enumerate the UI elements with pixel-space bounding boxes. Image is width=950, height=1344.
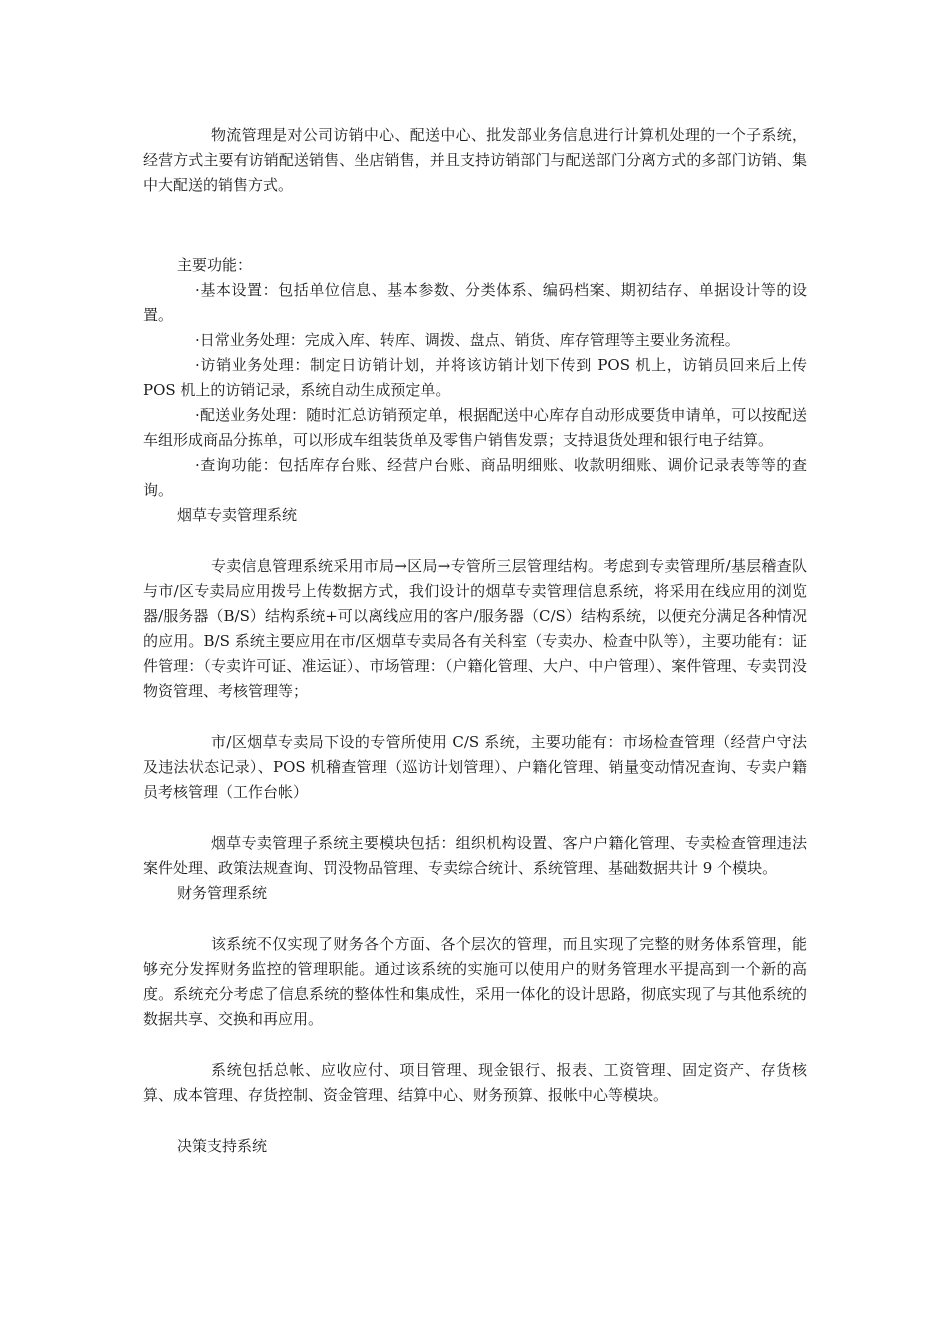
finance-paragraph-2: 系统包括总帐、应收应付、项目管理、现金银行、报表、工资管理、固定资产、存货核算、成本管理、存货控制、资金管理、结算中心、财务预算、报帐中心等模块。 [143,1061,807,1104]
functions-heading: 主要功能： [177,256,253,274]
tobacco-section-heading: 烟草专卖管理系统 [177,506,298,524]
function-item-daily-business: ·日常业务处理：完成入库、转库、调拨、盘点、销货、库存管理等主要业务流程。 [195,331,740,349]
logistics-intro-paragraph: 物流管理是对公司访销中心、配送中心、批发部业务信息进行计算机处理的一个子系统，经营方式主要有访销配送销售、坐店销售，并且支持访销部门与配送部门分离方式的多部门访销、集中大配送的销售方式。 [143,126,807,194]
finance-paragraph-1: 该系统不仅实现了财务各个方面、各个层次的管理，而且实现了完整的财务体系管理，能够充分发挥财务监控的管理职能。通过该系统的实施可以使用户的财务管理水平提高到一个新的高度。系统充分考虑了信息系统的整体性和集成性，采用一体化的设计思路，彻底实现了与其他系统的数据共享、交换和再应用。 [143,935,807,1028]
tobacco-paragraph-3: 烟草专卖管理子系统主要模块包括：组织机构设置、客户户籍化管理、专卖检查管理违法案件处理、政策法规查询、罚没物品管理、专卖综合统计、系统管理、基础数据共计 9 个模块。 [143,834,807,877]
decision-section-heading: 决策支持系统 [177,1137,268,1155]
function-item-delivery: ·配送业务处理：随时汇总访销预定单，根据配送中心库存自动形成要货申请单，可以按配送车组形成商品分拣单，可以形成车组装货单及零售户销售发票；支持退货处理和银行电子结算。 [143,406,807,449]
function-item-basic-settings: ·基本设置：包括单位信息、基本参数、分类体系、编码档案、期初结存、单据设计等的设置。 [143,281,807,324]
function-item-visit-sales: ·访销业务处理：制定日访销计划，并将该访销计划下传到 POS 机上，访销员回来后上传 POS 机上的访销记录，系统自动生成预定单。 [143,356,807,399]
finance-section-heading: 财务管理系统 [177,884,268,902]
document-body [143,123,807,1159]
function-item-query: ·查询功能：包括库存台账、经营户台账、商品明细账、收款明细账、调价记录表等等的查询。 [143,456,807,499]
tobacco-paragraph-2: 市/区烟草专卖局下设的专管所使用 C/S 系统，主要功能有：市场检查管理（经营户守法及违法状态记录）、POS 机稽查管理（巡访计划管理）、户籍化管理、销量变动情况查询、专卖户籍员考核管理（工作台帐） [143,733,807,801]
tobacco-paragraph-1: 专卖信息管理系统采用市局→区局→专管所三层管理结构。考虑到专卖管理所/基层稽查队与市/区专卖局应用拨号上传数据方式，我们设计的烟草专卖管理信息系统，将采用在线应用的浏览器/服务器（B/S）结构系统+可以离线应用的客户/服务器（C/S）结构系统，以便充分满足各种情况的应用。B/S 系统主要应用在市/区烟草专卖局各有关科室（专卖办、检查中队等），主要功能有：证件管理：（专卖许可证、准运证）、市场管理：（户籍化管理、大户、中户管理）、案件管理、专卖罚没物资管理、考核管理等； [143,557,807,700]
